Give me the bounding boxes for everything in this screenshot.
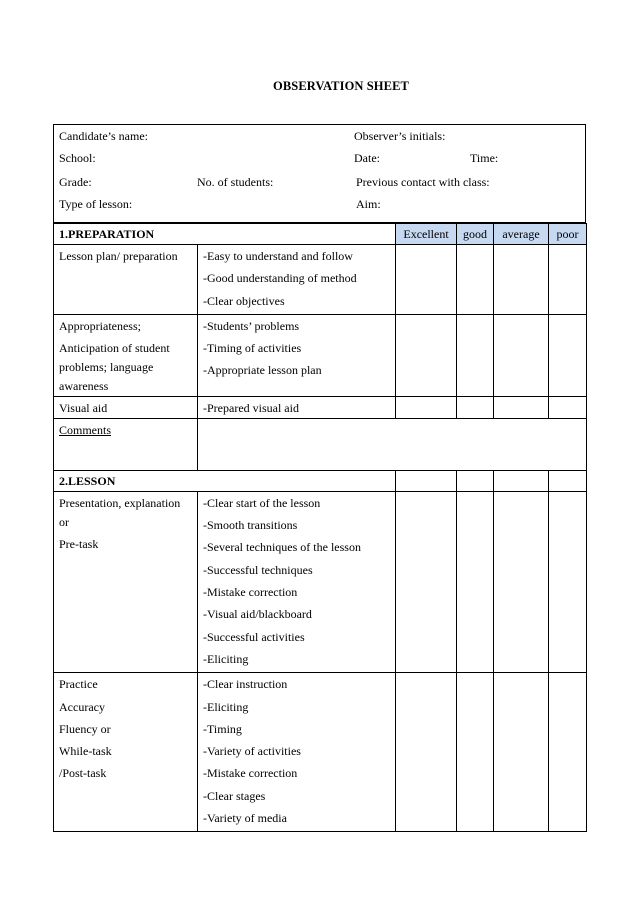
rating-cell-good[interactable] [457,314,494,396]
list-item: -Several techniques of the lesson [203,540,361,555]
criterion-cell [54,673,198,832]
list-item: -Timing of activities [203,341,302,356]
criterion-label: Practice [59,677,98,692]
rating-cell-good[interactable] [457,673,494,832]
list-item: -Timing [203,721,242,736]
items-cell [198,396,396,418]
list-item: -Eliciting [203,699,249,714]
items-cell [198,491,396,672]
rating-header-excellent: Excellent [396,224,457,245]
list-item: -Prepared visual aid [203,400,299,415]
rating-cell-good[interactable] [457,396,494,418]
list-item: -Variety of media [203,811,287,826]
rating-header-average: average [494,224,549,245]
criterion-label: or [59,514,69,529]
items-cell [198,673,396,832]
rating-header-good: good [457,224,494,245]
list-item: -Eliciting [203,651,249,666]
aim-label: Aim: [356,197,381,211]
rating-header-poor: poor [549,224,587,245]
rating-cell-average[interactable] [494,673,549,832]
rating-cell-average[interactable] [494,491,549,672]
rating-cell-good[interactable] [457,491,494,672]
list-item: -Clear stages [203,788,266,803]
page-title: OBSERVATION SHEET [273,79,409,93]
list-item: -Clear objectives [203,293,285,308]
criterion-cell [54,491,198,672]
type-of-lesson-label: Type of lesson: [59,197,133,211]
school-label: School: [59,151,96,165]
rating-cell-excellent[interactable] [396,314,457,396]
no-students-label: No. of students: [197,175,274,189]
criterion-label: Accuracy [59,699,105,714]
candidate-info-table [53,124,586,223]
criterion-label: Anticipation of student problems; language awareness [59,340,170,393]
items-cell [198,245,396,315]
rating-cell-excellent[interactable] [396,491,457,672]
list-item: -Mistake correction [203,766,298,781]
rating-header-blank [396,470,457,491]
criterion-label: Presentation, explanation [59,495,181,510]
preparation-heading: 1.PREPARATION [54,224,396,245]
candidate-info-cell [54,125,586,223]
lesson-heading: 2.LESSON [54,470,396,491]
rating-cell-poor[interactable] [549,491,587,672]
time-label: Time: [470,151,499,165]
list-item: -Students’ problems [203,318,300,333]
list-item: -Clear start of the lesson [203,495,321,510]
list-item: -Visual aid/blackboard [203,607,312,622]
rating-header-blank [494,470,549,491]
rating-cell-average[interactable] [494,245,549,315]
date-label: Date: [354,151,380,165]
list-item: -Appropriate lesson plan [203,363,322,378]
list-item: -Clear instruction [203,677,288,692]
rating-header-blank [457,470,494,491]
evaluation-table [53,223,587,832]
grade-label: Grade: [59,175,92,189]
list-item: -Good understanding of method [203,271,357,286]
criterion-cell [54,314,198,396]
rating-cell-average[interactable] [494,314,549,396]
criterion-cell [54,396,198,418]
criterion-label: Pre-task [59,536,99,551]
rating-cell-excellent[interactable] [396,245,457,315]
criterion-label: Fluency or [59,721,111,736]
list-item: -Variety of activities [203,744,301,759]
rating-cell-excellent[interactable] [396,396,457,418]
list-item: -Successful techniques [203,562,313,577]
rating-cell-average[interactable] [494,396,549,418]
observer-initials-label: Observer’s initials: [354,129,446,143]
list-item: -Successful activities [203,629,305,644]
rating-cell-poor[interactable] [549,245,587,315]
criterion-label: /Post-task [59,766,107,781]
rating-cell-good[interactable] [457,245,494,315]
items-cell [198,314,396,396]
criterion-label: Lesson plan/ preparation [59,249,178,263]
criterion-label: While-task [59,744,112,759]
list-item: -Mistake correction [203,585,298,600]
list-item: -Easy to understand and follow [203,249,353,263]
rating-cell-poor[interactable] [549,314,587,396]
list-item: -Smooth transitions [203,518,298,533]
previous-contact-label: Previous contact with class: [356,175,490,189]
rating-header-blank [549,470,587,491]
criterion-label: Appropriateness; [59,318,141,333]
criterion-label: Visual aid [59,400,108,415]
rating-cell-excellent[interactable] [396,673,457,832]
criterion-cell [54,245,198,315]
rating-cell-poor[interactable] [549,396,587,418]
rating-cell-poor[interactable] [549,673,587,832]
comments-label: Comments [59,422,112,437]
comments-label-cell [54,418,198,470]
comments-field[interactable] [198,418,587,470]
candidate-name-label: Candidate’s name: [59,129,148,143]
